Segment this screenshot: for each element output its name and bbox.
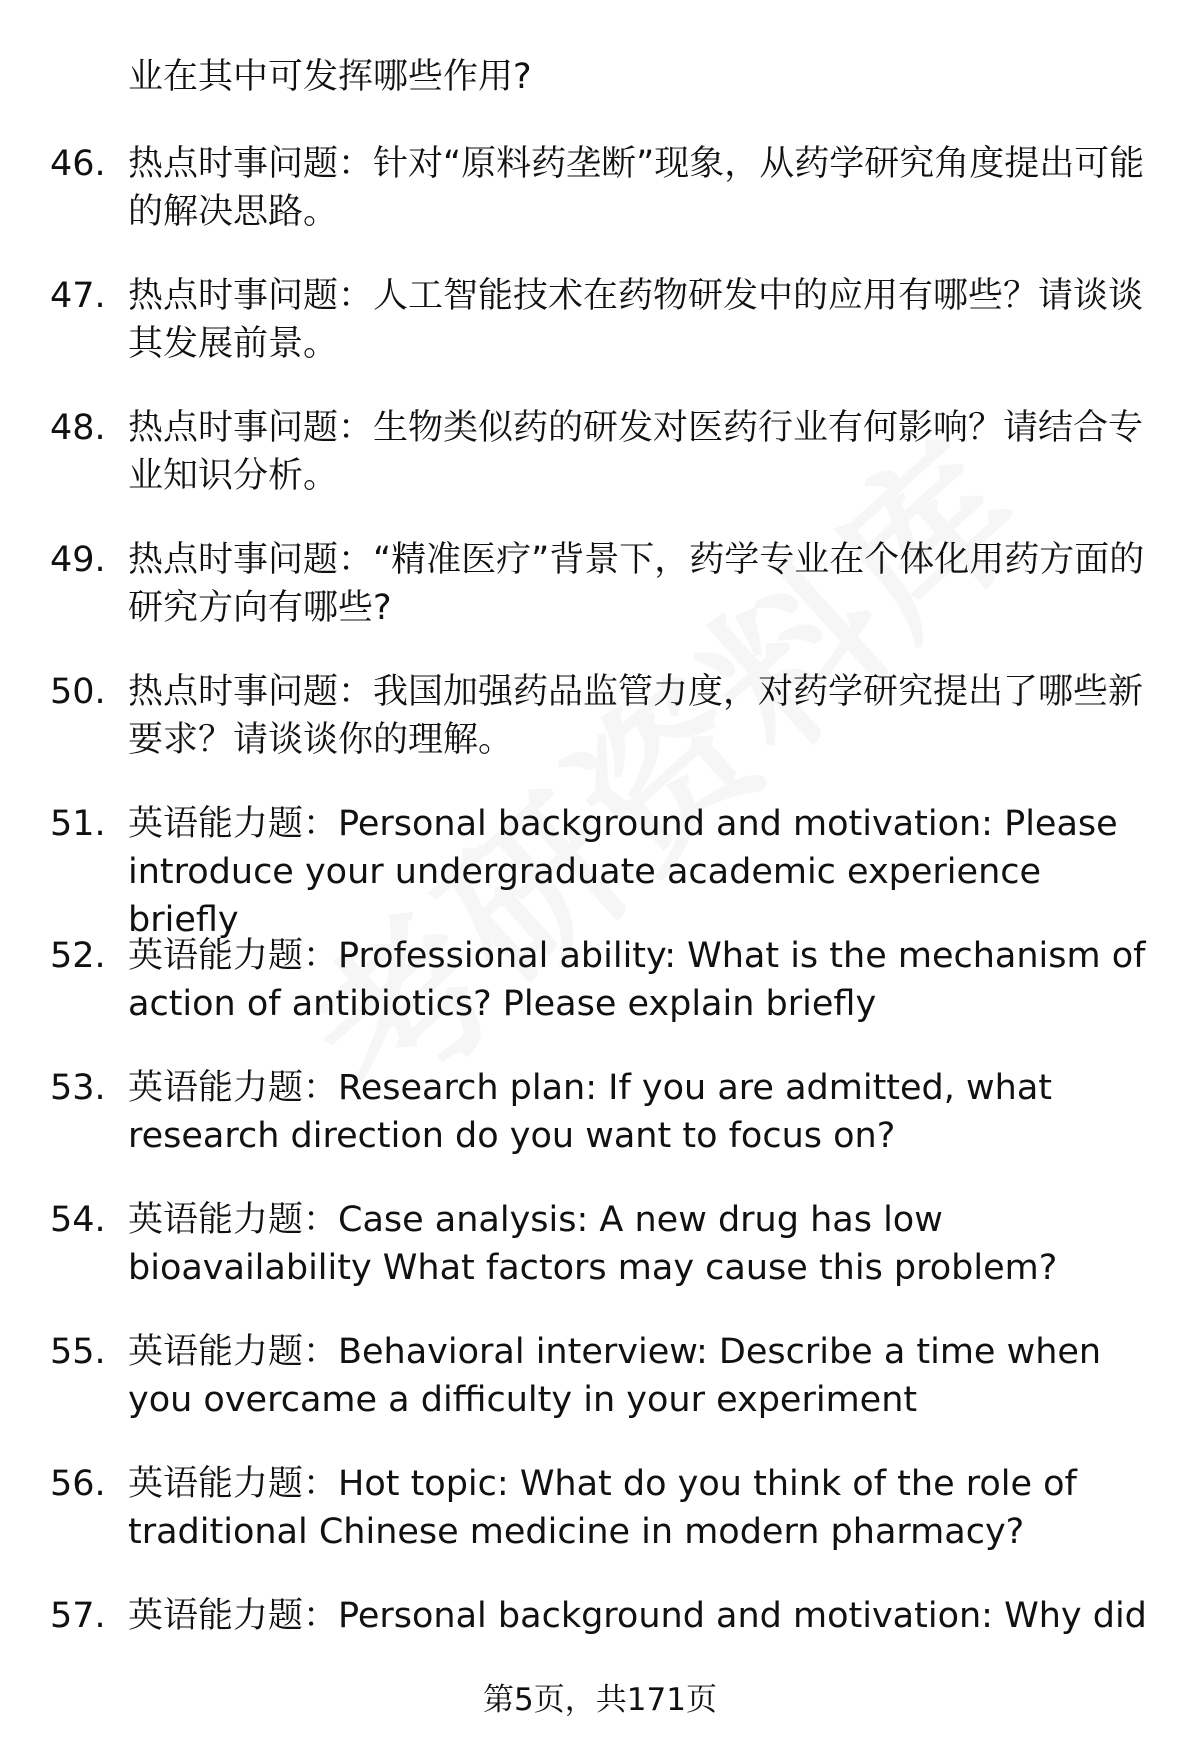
- question-number: 53.: [50, 1068, 106, 1108]
- question-number: 48.: [50, 408, 106, 448]
- continued-question-text: 业在其中可发挥哪些作用?: [128, 57, 532, 97]
- question-list: [0, 140, 1200, 1724]
- list-item: [0, 536, 1200, 668]
- question-number: 55.: [50, 1332, 106, 1372]
- question-text: 热点时事问题：“精准医疗”背景下，药学专业在个体化用药方面的研究方向有哪些?: [128, 540, 1145, 628]
- list-item: [0, 140, 1200, 272]
- question-number: 50.: [50, 672, 106, 712]
- question-text: 英语能力题：Case analysis: A new drug has low bioavailability What factors may cause this problem?: [128, 1200, 1058, 1288]
- question-text: 英语能力题：Behavioral interview: Describe a time when you overcame a difficulty in your experiment: [128, 1332, 1102, 1420]
- question-text: 英语能力题：Hot topic: What do you think of the role of traditional Chinese medicine in modern pharmacy?: [128, 1464, 1077, 1552]
- question-number: 57.: [50, 1596, 106, 1636]
- question-text: 热点时事问题：我国加强药品监管力度，对药学研究提出了哪些新要求？请谈谈你的理解。: [128, 672, 1144, 760]
- question-text: 英语能力题：Personal background and motivation: Please introduce your undergraduate academic experience briefly: [128, 804, 1118, 940]
- question-text: 热点时事问题：人工智能技术在药物研发中的应用有哪些？请谈谈其发展前景。: [128, 276, 1144, 364]
- question-text: 英语能力题：Professional ability: What is the mechanism of action of antibiotics? Please explain briefly: [128, 936, 1146, 1024]
- question-number: 47.: [50, 276, 106, 316]
- list-item: [0, 1064, 1200, 1196]
- list-item: [0, 1328, 1200, 1460]
- page-footer: 第5页，共171页: [483, 1682, 717, 1718]
- list-item: [0, 1460, 1200, 1592]
- list-item: [0, 272, 1200, 404]
- question-text: 英语能力题：Research plan: If you are admitted, what research direction do you want to focus on?: [128, 1068, 1052, 1156]
- list-item: [0, 800, 1200, 940]
- question-number: 52.: [50, 936, 106, 976]
- list-item: [0, 1196, 1200, 1328]
- question-number: 49.: [50, 540, 106, 580]
- question-number: 56.: [50, 1464, 106, 1504]
- question-number: 51.: [50, 804, 106, 844]
- question-text: 热点时事问题：生物类似药的研发对医药行业有何影响？请结合专业知识分析。: [128, 408, 1144, 496]
- list-item: [0, 668, 1200, 800]
- question-number: 54.: [50, 1200, 106, 1240]
- question-text: 热点时事问题：针对“原料药垄断”现象，从药学研究角度提出可能的解决思路。: [128, 144, 1145, 232]
- list-item: [0, 404, 1200, 536]
- list-item: [0, 932, 1200, 1064]
- question-text: 英语能力题：Personal background and motivation: Why did: [128, 1596, 1147, 1636]
- question-number: 46.: [50, 144, 106, 184]
